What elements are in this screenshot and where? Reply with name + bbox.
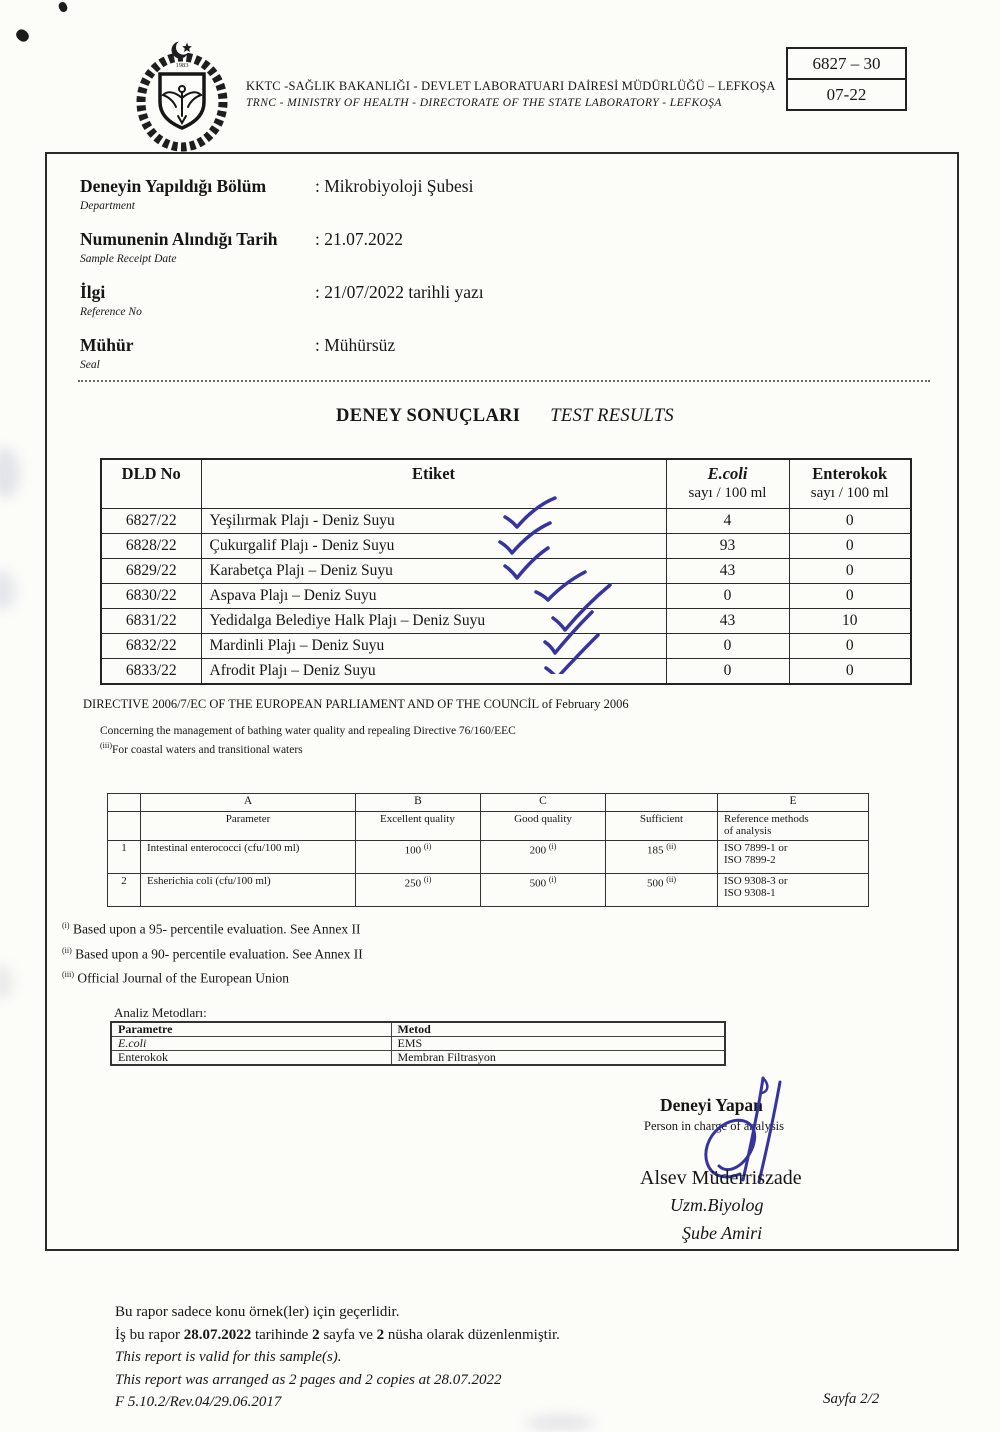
- ecoli-count: 93: [666, 534, 789, 559]
- col-letter: E: [718, 794, 869, 812]
- field-reference-no: [80, 282, 780, 318]
- dotted-separator: [78, 380, 930, 382]
- scan-smudge: [0, 570, 16, 610]
- field-sublabel: Sample Receipt Date: [80, 253, 177, 265]
- field-sublabel: Seal: [80, 359, 100, 371]
- reference-method: ISO 7899-1 or ISO 7899-2: [718, 841, 869, 874]
- col-header-parametre: Parametre: [111, 1022, 391, 1037]
- enterokok-count: 0: [789, 634, 911, 659]
- test-results-table: [100, 458, 912, 685]
- sufficient-value: 500 $^{(ii)}$: [606, 874, 718, 907]
- org-title-turkish: KKTC -SAĞLIK BAKANLIĞI - DEVLET LABORATUARI DAİRESİ MÜDÜRLÜĞÜ – LEFKOŞA: [246, 79, 776, 93]
- enterokok-count: 0: [789, 509, 911, 534]
- col-header-ecoli: E.coli sayı / 100 ml: [666, 459, 789, 509]
- col-header-reference: Reference methods of analysis: [718, 812, 869, 841]
- method-parameter: Enterokok: [111, 1051, 391, 1066]
- col-letter: A: [141, 794, 356, 812]
- reference-method: ISO 9308-3 or ISO 9308-1: [718, 874, 869, 907]
- dld-no: 6829/22: [101, 559, 201, 584]
- excellent-value: 100 $^{(i)}$: [356, 841, 481, 874]
- ecoli-count: 0: [666, 584, 789, 609]
- enterokok-count: 0: [789, 584, 911, 609]
- page-number: Sayfa 2/2: [823, 1391, 880, 1407]
- ink-mark: [57, 1, 68, 13]
- results-title: [100, 406, 910, 427]
- table-row: [101, 584, 911, 609]
- col-header-metod: Metod: [391, 1022, 725, 1037]
- row-no: 1: [108, 841, 141, 874]
- ecoli-count: 43: [666, 559, 789, 584]
- dld-no: 6827/22: [101, 509, 201, 534]
- sample-label: Yeşilırmak Plajı - Deniz Suyu: [201, 509, 666, 534]
- table-row: [111, 1037, 725, 1051]
- signer-role-1: Uzm.Biyolog: [670, 1195, 764, 1215]
- field-department: [80, 176, 780, 212]
- eu-header-row: [108, 812, 869, 841]
- table-row: [101, 634, 911, 659]
- field-label: İlgi: [80, 282, 106, 302]
- col-header-enterokok: Enterokok sayı / 100 ml: [789, 459, 911, 509]
- field-label: Mühür: [80, 335, 134, 355]
- footnote-marker: (iii): [100, 741, 112, 750]
- ecoli-count: 0: [666, 634, 789, 659]
- field-value: : 21/07/2022 tarihli yazı: [315, 282, 484, 302]
- good-value: 500 $^{(i)}$: [481, 874, 606, 907]
- footnote: $^{(i)}$ Based upon a 95- percentile evaluation. See Annex II: [62, 921, 361, 937]
- sample-label: Yedidalga Belediye Halk Plajı – Deniz Suyu: [201, 609, 666, 634]
- footer-line-validity-tr: Bu rapor sadece konu örnek(ler) için geçerlidir.: [115, 1304, 400, 1320]
- field-sublabel: Department: [80, 200, 135, 212]
- ecoli-count: 43: [666, 609, 789, 634]
- analysis-methods-table: [110, 1021, 726, 1066]
- organization-header: [246, 78, 776, 112]
- col-header-good: Good quality: [481, 812, 606, 841]
- field-label: Numunenin Alındığı Tarih: [80, 229, 278, 249]
- sufficient-value: 185 $^{(ii)}$: [606, 841, 718, 874]
- col-letter: [606, 794, 718, 812]
- row-no: 2: [108, 874, 141, 907]
- footer-line-arranged-en: This report was arranged as 2 pages and 2 copies at 28.07.2022: [115, 1371, 502, 1388]
- footnotes: [62, 915, 363, 989]
- directive-title: DIRECTIVE 2006/7/EC OF THE EUROPEAN PARLIAMENT AND OF THE COUNCİL of February 2006: [83, 697, 629, 711]
- field-value: : Mühürsüz: [315, 335, 396, 355]
- field-sublabel: Reference No: [80, 306, 142, 318]
- field-sample-receipt-date: [80, 229, 780, 265]
- method-name: Membran Filtrasyon: [391, 1051, 725, 1066]
- results-title-turkish: DENEY SONUÇLARI: [336, 406, 521, 426]
- report-ref-number: 6827 – 30: [812, 54, 881, 73]
- ecoli-count: 4: [666, 509, 789, 534]
- enterokok-count: 0: [789, 659, 911, 685]
- field-value: : Mikrobiyoloji Şubesi: [315, 176, 474, 196]
- good-value: 200 $^{(i)}$: [481, 841, 606, 874]
- eu-criteria-table: [107, 793, 869, 907]
- report-ref-date: 07-22: [788, 78, 905, 109]
- enterokok-count: 0: [789, 534, 911, 559]
- directive-note: $^{(iii)}$For coastal waters and transitional waters: [100, 741, 303, 756]
- footer-line-arranged-tr: İş bu rapor 28.07.2022 tarihinde 2 sayfa ve 2 nüsha olarak düzenlenmiştir.: [115, 1326, 560, 1343]
- dld-no: 6830/22: [101, 584, 201, 609]
- table-row: [101, 609, 911, 634]
- parameter: Esherichia coli (cfu/100 ml): [141, 874, 356, 907]
- scan-smudge: [0, 965, 14, 999]
- signature-title: Deneyi Yapan: [660, 1095, 763, 1115]
- sample-label: Aspava Plajı – Deniz Suyu: [201, 584, 666, 609]
- dld-no: 6833/22: [101, 659, 201, 685]
- field-label: Deneyin Yapıldığı Bölüm: [80, 176, 267, 196]
- table-row: [108, 841, 869, 874]
- col-header-dld: DLD No: [101, 459, 201, 509]
- footnote: $^{(ii)}$ Based upon a 90- percentile evaluation. See Annex II: [62, 945, 363, 961]
- col-header-parameter: Parameter: [141, 812, 356, 841]
- sample-label: Çukurgalif Plajı - Deniz Suyu: [201, 534, 666, 559]
- org-title-english: TRNC - MINISTRY OF HEALTH - DIRECTORATE OF THE STATE LABORATORY - LEFKOŞA: [246, 97, 722, 109]
- field-seal: [80, 335, 780, 371]
- scan-smudge: [525, 1415, 595, 1431]
- sample-label: Afrodit Plajı – Deniz Suyu: [201, 659, 666, 685]
- dld-no: 6832/22: [101, 634, 201, 659]
- col-letter: C: [481, 794, 606, 812]
- methods-header-row: [111, 1022, 725, 1037]
- signature-subtitle: Person in charge of analysis: [644, 1119, 785, 1133]
- logo-year: 1983: [175, 62, 189, 69]
- table-row: [101, 534, 911, 559]
- dld-no: 6831/22: [101, 609, 201, 634]
- report-footer: [115, 1301, 895, 1414]
- report-reference-box: [786, 47, 907, 111]
- results-header-row: [101, 459, 911, 509]
- table-row: [101, 509, 911, 534]
- col-header-sufficient: Sufficient: [606, 812, 718, 841]
- signer-role-2: Şube Amiri: [682, 1223, 763, 1243]
- dld-no: 6828/22: [101, 534, 201, 559]
- col-header-etiket: Etiket: [201, 459, 666, 509]
- sample-label: Karabetça Plajı – Deniz Suyu: [201, 559, 666, 584]
- results-title-english: TEST RESULTS: [550, 406, 674, 426]
- table-row: [101, 659, 911, 685]
- enterokok-count: 0: [789, 559, 911, 584]
- scan-smudge: [0, 448, 20, 498]
- eu-letters-row: [108, 794, 869, 812]
- enterokok-count: 10: [789, 609, 911, 634]
- table-row: [111, 1051, 725, 1066]
- directive-subtitle: Concerning the management of bathing water quality and repealing Directive 76/160/EEC: [100, 725, 516, 737]
- ecoli-count: 0: [666, 659, 789, 685]
- excellent-value: 250 $^{(i)}$: [356, 874, 481, 907]
- table-row: [101, 559, 911, 584]
- sample-label: Mardinli Plajı – Deniz Suyu: [201, 634, 666, 659]
- footer-line-validity-en: This report is valid for this sample(s).: [115, 1349, 342, 1365]
- footnote: $^{(iii)}$ Official Journal of the European Union: [62, 970, 289, 986]
- parameter: Intestinal enterococci (cfu/100 ml): [141, 841, 356, 874]
- ink-mark: [14, 27, 31, 44]
- signer-name: Alsev Müderriszade: [640, 1167, 802, 1189]
- method-name: EMS: [391, 1037, 725, 1051]
- col-header-excellent: Excellent quality: [356, 812, 481, 841]
- methods-title: Analiz Metodları:: [114, 1005, 207, 1020]
- field-value: : 21.07.2022: [315, 229, 403, 249]
- trnc-coat-of-arms-logo: [130, 36, 234, 152]
- method-parameter: E.coli: [111, 1037, 391, 1051]
- table-row: [108, 874, 869, 907]
- col-letter: B: [356, 794, 481, 812]
- document-code: F 5.10.2/Rev.04/29.06.2017: [115, 1394, 282, 1410]
